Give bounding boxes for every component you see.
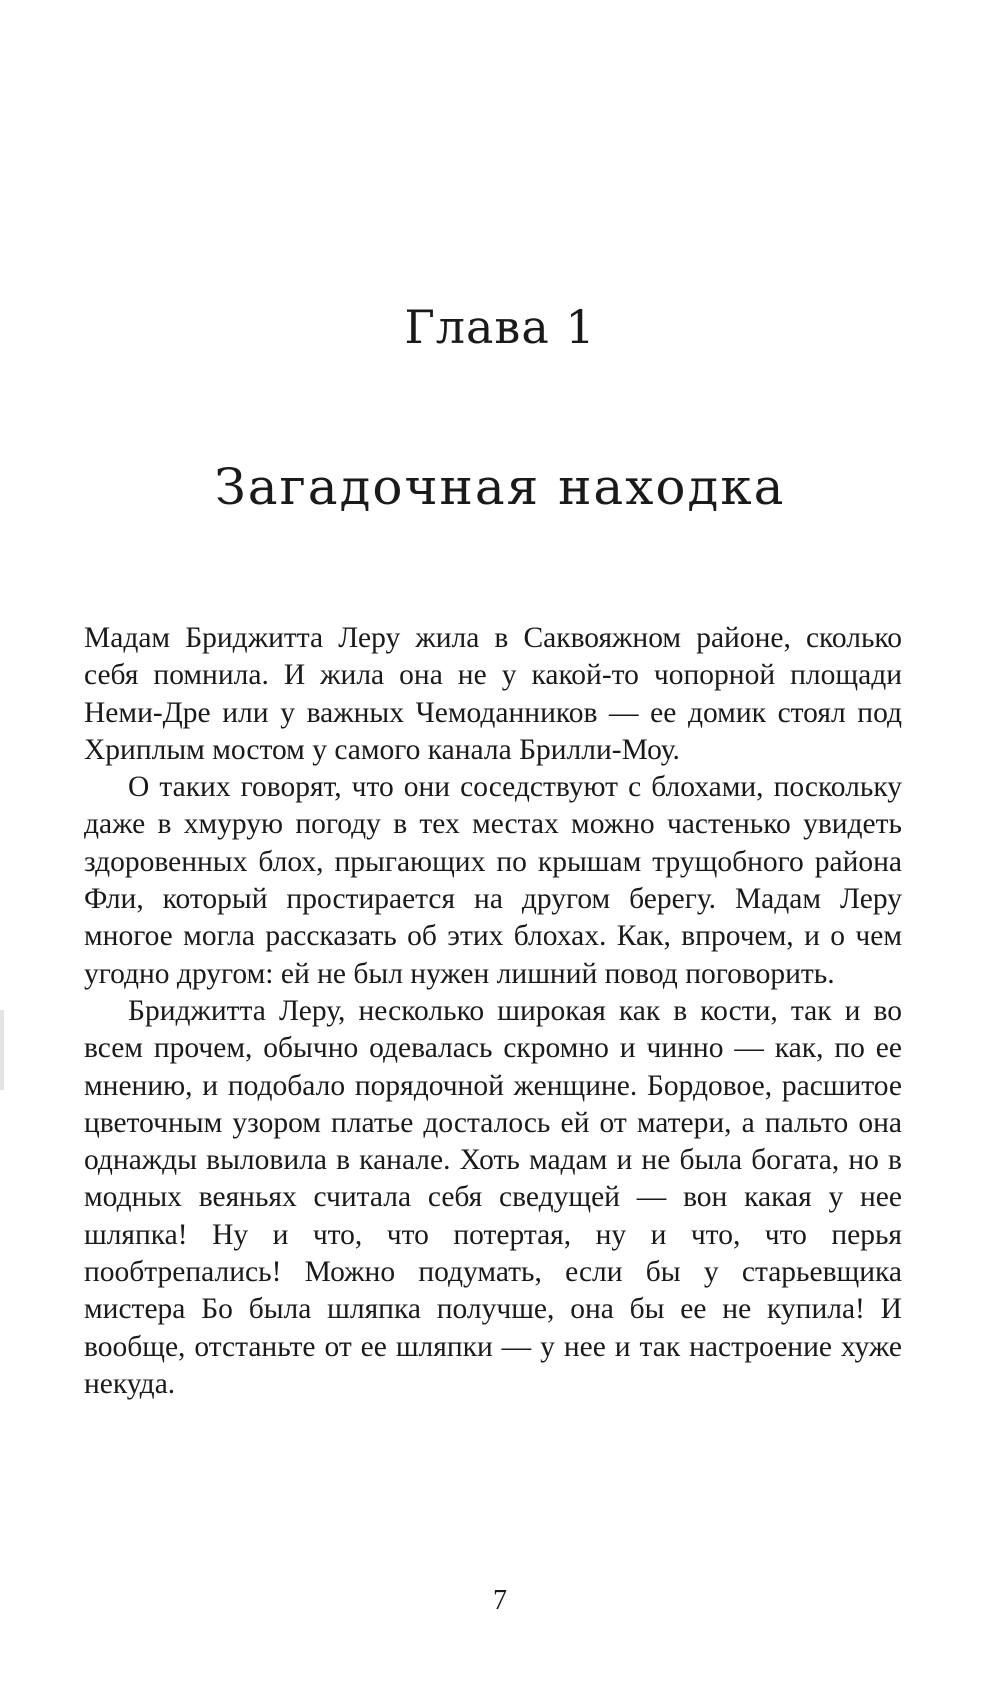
- page-edge-shadow: [0, 1010, 4, 1090]
- page-number: 7: [493, 1585, 507, 1616]
- chapter-number: Глава 1: [404, 300, 596, 354]
- paragraph: О таких говорят, что они соседствуют с блохами, поскольку даже в хмурую погоду в тех местах можно частенько увидеть здоровенных блох, прыгающих по крышам трущобного района Фли, который простирается на другом берегу. Мадам Леру многое могла рассказать об этих блохах. Как, впрочем, и о чем угодно другом: ей не был нужен лишний повод поговорить.: [84, 771, 902, 990]
- paragraph: Бриджитта Леру, несколько широкая как в кости, так и во всем прочем, обычно одевалась скромно и чинно — как, по ее мнению, и подобало порядочной женщине. Бордовое, расшитое цветочным узором платье досталось ей от матери, а пальто она однажды выловила в канале. Хоть мадам и не была богата, но в модных веяньях считала себя сведущей — вон какая у нее шляпка! Ну и что, что потертая, ну и что, что перья пообтрепались! Можно подумать, если бы у старьевщика мистера Бо была шляпка получше, она бы ее не купила! И вообще, отстаньте от ее шляпки — у нее и так настроение хуже некуда.: [84, 994, 902, 1400]
- chapter-body: [84, 620, 902, 1403]
- chapter-title: Загадочная находка: [214, 458, 786, 516]
- paragraph: Мадам Бриджитта Леру жила в Саквояжном районе, сколько себя помнила. И жила она не у какой-то чопорной площади Неми-Дре или у важных Чемоданников — ее домик стоял под Хриплым мостом у самого канала Брилли-Моу.: [84, 622, 902, 766]
